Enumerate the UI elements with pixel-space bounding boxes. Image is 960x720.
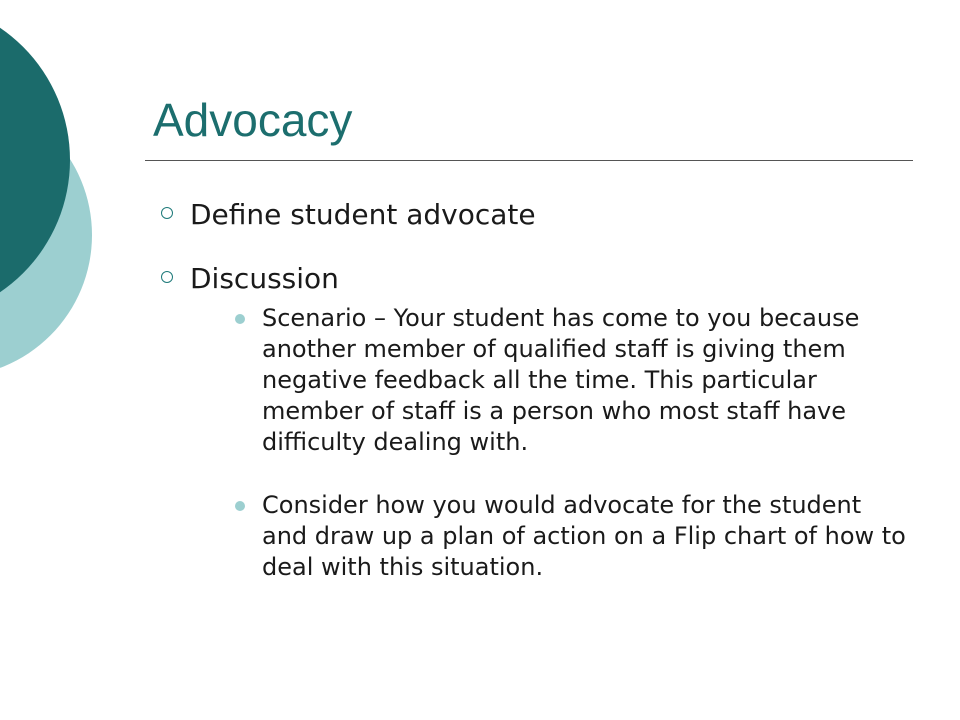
ring-bullet-icon bbox=[161, 207, 173, 219]
sub-bullet-text: Consider how you would advocate for the student and draw up a plan of action on a Flip chart of how to deal with this situation. bbox=[262, 491, 906, 581]
title-divider bbox=[145, 160, 913, 161]
slide-title: Advocacy bbox=[153, 94, 353, 146]
dot-bullet-icon bbox=[235, 314, 245, 324]
decorative-circles bbox=[0, 0, 110, 400]
sub-bullet-list bbox=[190, 303, 910, 583]
slide-body bbox=[160, 193, 910, 615]
bullet-define-student-advocate bbox=[160, 193, 910, 237]
sub-bullet-text: Scenario – Your student has come to you because another member of qualified staff is giving them negative feedback all the time. This particular member of staff is a person who most staff have difficulty dealing with. bbox=[262, 304, 860, 456]
bullet-label: Discussion bbox=[190, 262, 339, 295]
bullet-label: Define student advocate bbox=[190, 198, 536, 231]
ring-bullet-icon bbox=[161, 271, 173, 283]
sub-bullet-scenario bbox=[190, 303, 910, 458]
sub-bullet-consider bbox=[190, 490, 910, 583]
bullet-discussion bbox=[160, 257, 910, 583]
dot-bullet-icon bbox=[235, 501, 245, 511]
